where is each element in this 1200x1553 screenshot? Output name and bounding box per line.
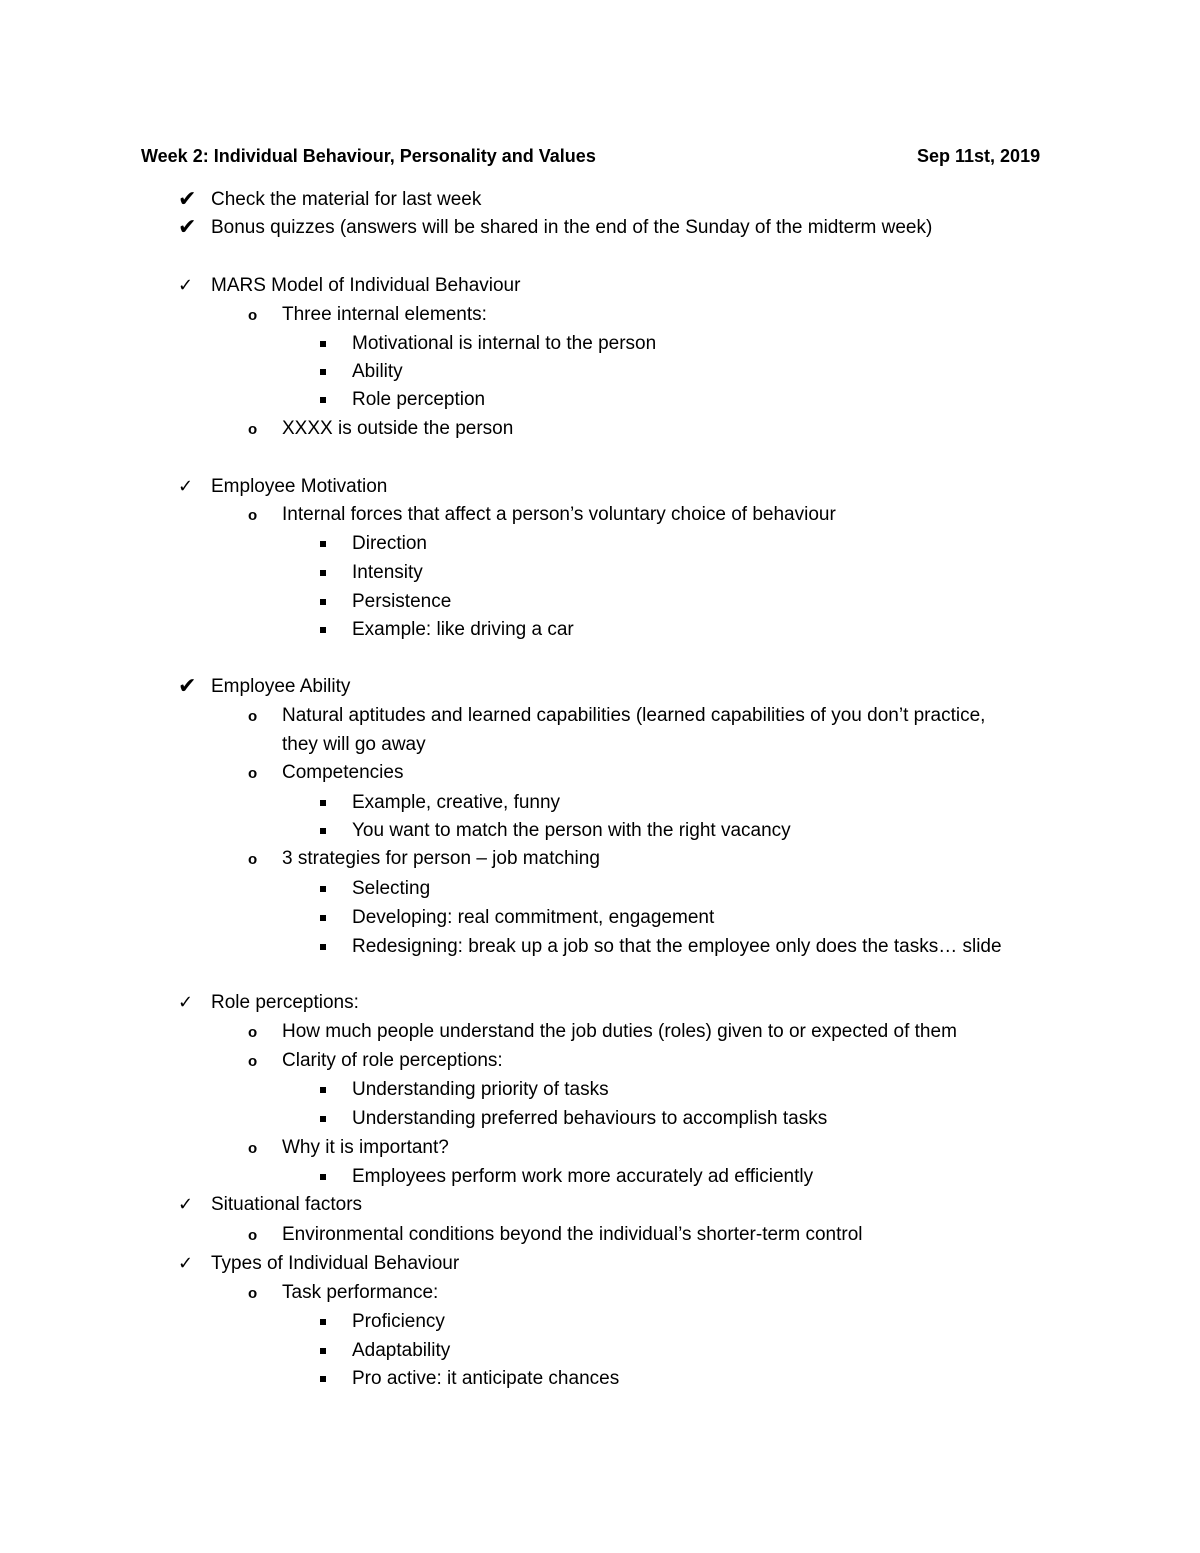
list-item-text: Pro active: it anticipate chances — [352, 1368, 620, 1389]
square-bullet-icon — [320, 1319, 326, 1325]
list-item-text: Check the material for last week — [211, 189, 482, 210]
circle-bullet-icon: o — [248, 1285, 258, 1302]
square-bullet-icon — [320, 800, 326, 806]
list-item-text: Situational factors — [211, 1194, 363, 1215]
square-bullet-icon — [320, 627, 326, 633]
list-item-text: Three internal elements: — [282, 304, 487, 325]
document-date: Sep 11st, 2019 — [917, 146, 1041, 166]
circle-bullet-icon: o — [248, 1053, 258, 1070]
square-bullet-icon — [320, 944, 326, 950]
list-item-text: Role perception — [352, 389, 486, 410]
list-item-text: Task performance: — [282, 1282, 439, 1303]
list-item-text: Types of Individual Behaviour — [211, 1253, 460, 1274]
list-item-text: XXXX is outside the person — [282, 418, 514, 439]
circle-bullet-icon: o — [248, 421, 258, 438]
list-item-text: Employees perform work more accurately ad efficiently — [352, 1166, 814, 1187]
square-bullet-icon — [320, 341, 326, 347]
list-item-text: they will go away — [282, 734, 426, 755]
circle-bullet-icon: o — [248, 708, 258, 725]
list-item-text: Direction — [352, 533, 427, 554]
list-item-text: Developing: real commitment, engagement — [352, 907, 715, 928]
square-bullet-icon — [320, 1087, 326, 1093]
list-item-text: Why it is important? — [282, 1137, 449, 1158]
list-item-text: Adaptability — [352, 1340, 451, 1361]
circle-bullet-icon: o — [248, 1024, 258, 1041]
list-item-text: Employee Motivation — [211, 476, 388, 497]
list-item-text: Understanding priority of tasks — [352, 1079, 609, 1100]
list-item-text: Environmental conditions beyond the individual’s shorter-term control — [282, 1224, 863, 1245]
list-item-text: Clarity of role perceptions: — [282, 1050, 503, 1071]
list-item-text: Internal forces that affect a person’s voluntary choice of behaviour — [282, 504, 836, 525]
list-item-text: Bonus quizzes (answers will be shared in the end of the Sunday of the midterm week) — [211, 217, 933, 238]
checkmark-icon: ✓ — [178, 1253, 194, 1273]
list-item-text: Example, creative, funny — [352, 792, 561, 813]
list-item-text: Redesigning: break up a job so that the employee only does the tasks… slide — [352, 936, 1002, 957]
list-item-text: Selecting — [352, 878, 431, 899]
circle-bullet-icon: o — [248, 1227, 258, 1244]
checkmark-icon: ✓ — [178, 275, 194, 295]
list-item-text: Role perceptions: — [211, 992, 359, 1013]
list-item-text: Ability — [352, 361, 403, 382]
square-bullet-icon — [320, 886, 326, 892]
list-item-text: Proficiency — [352, 1311, 445, 1332]
square-bullet-icon — [320, 397, 326, 403]
document-title: Week 2: Individual Behaviour, Personality and Values — [141, 146, 596, 166]
list-item-text: MARS Model of Individual Behaviour — [211, 275, 521, 296]
square-bullet-icon — [320, 570, 326, 576]
square-bullet-icon — [320, 1174, 326, 1180]
square-bullet-icon — [320, 599, 326, 605]
list-item-text: Competencies — [282, 762, 404, 783]
square-bullet-icon — [320, 915, 326, 921]
square-bullet-icon — [320, 369, 326, 375]
list-item-text: Example: like driving a car — [352, 619, 574, 640]
list-item-text: Understanding preferred behaviours to accomplish tasks — [352, 1108, 828, 1129]
checkmark-icon: ✔ — [178, 186, 197, 211]
circle-bullet-icon: o — [248, 765, 258, 782]
list-item-text: You want to match the person with the right vacancy — [352, 820, 791, 841]
list-item-text: Motivational is internal to the person — [352, 333, 657, 354]
checkmark-icon: ✓ — [178, 992, 194, 1012]
list-item-text: How much people understand the job duties (roles) given to or expected of them — [282, 1021, 957, 1042]
square-bullet-icon — [320, 541, 326, 547]
square-bullet-icon — [320, 1348, 326, 1354]
circle-bullet-icon: o — [248, 1140, 258, 1157]
circle-bullet-icon: o — [248, 307, 258, 324]
list-item-text: Employee Ability — [211, 676, 351, 697]
checkmark-icon: ✔ — [178, 214, 197, 239]
list-item-text: Intensity — [352, 562, 423, 583]
square-bullet-icon — [320, 1376, 326, 1382]
list-item-text: Persistence — [352, 591, 452, 612]
circle-bullet-icon: o — [248, 851, 258, 868]
list-item-text: Natural aptitudes and learned capabilities (learned capabilities of you don’t practice, — [282, 705, 986, 726]
circle-bullet-icon: o — [248, 507, 258, 524]
square-bullet-icon — [320, 1116, 326, 1122]
square-bullet-icon — [320, 828, 326, 834]
list-item-text: 3 strategies for person – job matching — [282, 848, 600, 869]
checkmark-icon: ✓ — [178, 476, 194, 496]
checkmark-icon: ✔ — [178, 673, 197, 698]
checkmark-icon: ✓ — [178, 1194, 194, 1214]
